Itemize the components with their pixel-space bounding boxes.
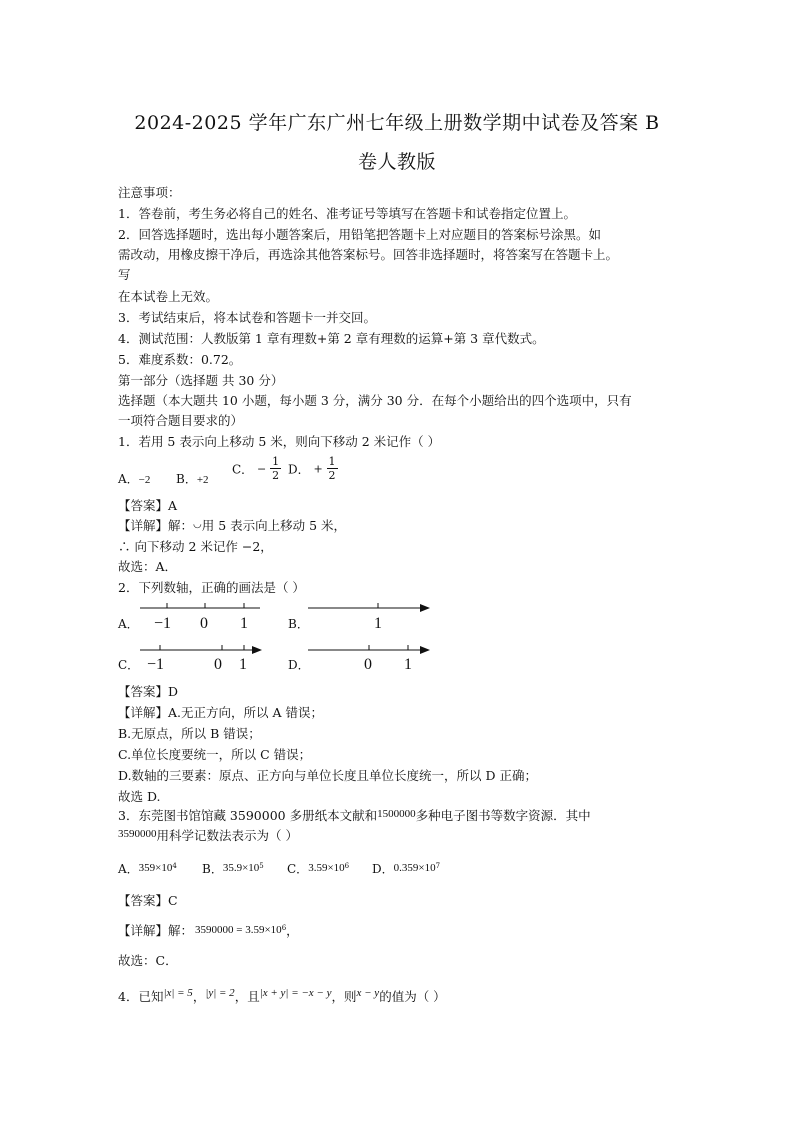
- q1-therefore: ∴ 向下移动 2 米记作 −2，: [118, 539, 273, 554]
- notice-item: 在本试卷上无效。: [118, 289, 219, 304]
- q3-answer: 【答案】C: [118, 893, 178, 908]
- notice-item: 3．考试结束后，将本试卷和答题卡一并交回。: [118, 310, 376, 325]
- notice-item: 1．答卷前，考生务必将自己的姓名、准考证号等填写在答题卡和试卷指定位置上。: [118, 206, 576, 221]
- q2-number-line-d: [308, 640, 433, 676]
- q1-answer: 【答案】A: [118, 498, 178, 513]
- axis-label: 1: [240, 615, 248, 632]
- q3-option-b: B．$35.9\times 10^5$: [202, 862, 264, 876]
- axis-label: 1: [404, 656, 412, 673]
- q2-option-b-label: B．: [288, 617, 309, 631]
- arrow-right-icon: [420, 646, 430, 654]
- q2-option-d-label: D．: [288, 658, 310, 672]
- q1-stem: 1．若用 5 表示向上移动 5 米，则向下移动 2 米记作（ ）: [118, 434, 441, 449]
- notice-item: 需改动，用橡皮擦干净后，再选涂其他答案标号。回答非选择题时，将答案写在答题卡上。: [118, 247, 619, 262]
- q2-stem: 2．下列数轴，正确的画法是（ ）: [118, 580, 305, 595]
- q2-detail: D.数轴的三要素：原点、正方向与单位长度且单位长度统一，所以 D 正确；: [118, 768, 538, 783]
- q2-number-line-a: [140, 598, 265, 634]
- part1-intro: 选择题（本大题共 10 小题，每小题 3 分，满分 30 分．在每个小题给出的四个选项中，只有: [118, 393, 632, 408]
- axis-label: −1: [154, 615, 172, 632]
- q1-conclusion: 故选：A．: [118, 559, 178, 574]
- q3-detail: 【详解】解： $3590000 = 3.59\times 10^6$，: [118, 923, 299, 938]
- q2-detail: 故选 D.: [118, 789, 161, 804]
- q2-detail: B.无原点，所以 B 错误；: [118, 726, 261, 741]
- q3-option-d: D．$0.359\times 10^7$: [372, 862, 441, 876]
- q1-option-c: C． − $\frac{1}{2}$: [232, 455, 280, 482]
- notice-item: 5．难度系数：0.72。: [118, 352, 242, 367]
- notice-item: 写: [118, 267, 131, 282]
- notice-item: 4．测试范围：人教版第 1 章有理数+第 2 章有理数的运算+第 3 章代数式。: [118, 331, 545, 346]
- q2-option-a-label: A．: [118, 617, 139, 631]
- q3-conclusion: 故选：C．: [118, 953, 178, 968]
- q2-number-line-c: [140, 640, 265, 676]
- q1-detail: 【详解】解：◡用 5 表示向上移动 5 米，: [118, 518, 347, 533]
- q3-stem: 3．东莞图书馆馆藏 3590000 多册纸本文献和1500000多种电子图书等数字资源．其中: [118, 808, 591, 823]
- arrow-right-icon: [420, 604, 430, 612]
- fraction: $\frac{1}{2}$: [328, 455, 336, 482]
- part1-heading: 第一部分（选择题 共 30 分）: [118, 373, 284, 388]
- doc-title-line1: 2024-2025 学年广东广州七年级上册数学期中试卷及答案 B: [134, 112, 660, 134]
- axis-label: 0: [364, 656, 372, 673]
- part1-intro: 一项符合题目要求的）: [118, 413, 244, 428]
- axis-label: 1: [239, 656, 247, 673]
- axis-label: 0: [200, 615, 208, 632]
- q2-detail: C.单位长度要统一，所以 C 错误；: [118, 747, 312, 762]
- doc-title-line2: 卷人教版: [357, 151, 436, 173]
- q1-option-a: A．−2: [118, 472, 151, 486]
- axis-label: 1: [374, 615, 382, 632]
- q2-option-c-label: C．: [118, 658, 140, 672]
- q4-stem: 4．已知|x| = 5，|y| = 2，且|x + y| = −x − y，则x − y的值为（ ）: [118, 987, 446, 1004]
- q3-stem-cont: 3590000用科学记数法表示为（ ）: [118, 828, 298, 843]
- q3-option-c: C．$3.59\times 10^6$: [287, 862, 350, 876]
- q2-detail: 【详解】A.无正方向，所以 A 错误；: [118, 705, 323, 720]
- q2-number-line-b: [308, 598, 433, 634]
- because-symbol-icon: ◡: [193, 519, 202, 530]
- q1-option-d: D． + $\frac{1}{2}$: [288, 455, 336, 482]
- axis-label: 0: [214, 656, 222, 673]
- notice-item: 2．回答选择题时，选出每小题答案后，用铅笔把答题卡上对应题目的答案标号涂黑。如: [118, 227, 601, 242]
- notice-heading: 注意事项：: [118, 185, 181, 200]
- q1-option-b: B．+2: [176, 472, 209, 486]
- q3-option-a: A．$359\times 10^4$: [118, 862, 177, 876]
- q2-answer: 【答案】D: [118, 684, 179, 699]
- arrow-right-icon: [252, 646, 262, 654]
- axis-label: −1: [147, 656, 165, 673]
- fraction: $\frac{1}{2}$: [272, 455, 280, 482]
